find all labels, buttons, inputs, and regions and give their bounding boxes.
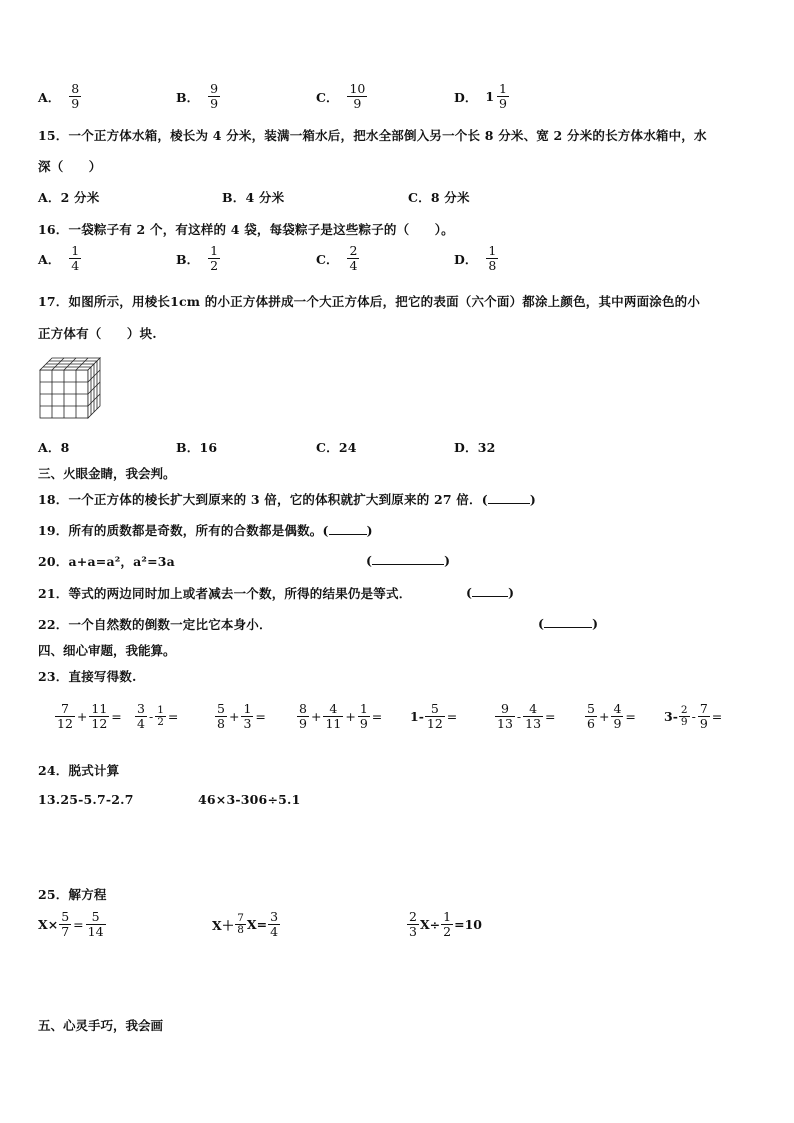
q24-expr-2: 46×3-306÷5.1 [198,792,301,807]
q16-option-b: B． $\frac{1}{2}$ [176,243,219,273]
calc-item: $\frac{7}{12}$ + $\frac{11}{12}$ = [57,701,122,731]
answer-blank[interactable] [488,491,530,504]
q17-option-d: D．32 [454,440,496,455]
q21-answer: ( ) [466,585,515,600]
calc-item: $\frac{8}{9}$ + $\frac{4}{11}$ + $\frac{1}{9}$ = [299,701,383,731]
calc-item: $\frac{5}{6}$ + $\frac{4}{9}$ = [587,701,636,731]
q25-title: 25．解方程 [38,887,107,902]
q14-option-b: B． $\frac{9}{9}$ [176,81,219,111]
answer-blank[interactable] [544,615,592,628]
q15-line2: 深（ ） [38,159,102,174]
fraction: $\frac{1}{8}$ [488,243,497,273]
fraction: $\frac{2}{4}$ [349,243,358,273]
section3-heading: 三、火眼金睛，我会判。 [38,466,176,481]
q14-option-a: A． $\frac{8}{9}$ [38,81,80,111]
q15-line1: 15．一个正方体水箱，棱长为 4 分米，装满一箱水后，把水全部倒入另一个长 8 分米、宽 2 分米的长方体水箱中，水 [38,128,707,143]
q23-title: 23．直接写得数. [38,669,137,684]
q17-option-a: A．8 [38,440,70,455]
q17-option-c: C．24 [316,440,357,455]
calc-item: 3- $\frac{2}{9}$ - $\frac{7}{9}$ = [664,701,723,731]
equation-1: X× $\frac{5}{7}$ = $\frac{5}{14}$ [38,909,104,939]
q14-option-c: C． $\frac{10}{9}$ [316,81,366,111]
calc-item: 1- $\frac{5}{12}$ = [410,701,458,731]
answer-blank[interactable] [372,552,444,565]
q20-text: 20．a+a=a²，a²=3a [38,554,175,569]
q17-line2: 正方体有（ ）块. [38,326,157,341]
cube-figure [38,356,102,420]
section5-heading: 五、心灵手巧，我会画 [38,1018,164,1033]
q15-option-c: C．8 分米 [408,190,470,205]
fraction: $\frac{1}{2}$ [210,243,219,273]
q16-option-c: C． $\frac{2}{4}$ [316,243,358,273]
calc-item: $\frac{3}{4}$ - $\frac{1}{2}$ = [137,701,179,731]
equation-3: $\frac{2}{3}$ X÷ $\frac{1}{2}$ =10 [409,909,482,939]
equation-2: X＋ $\frac{7}{8}$ X= $\frac{3}{4}$ [212,909,279,939]
calc-item: $\frac{5}{8}$ + $\frac{1}{3}$ = [217,701,266,731]
q18: 18．一个正方体的棱长扩大到原来的 3 倍，它的体积就扩大到原来的 27 倍．( ) [38,492,536,507]
q24-title: 24．脱式计算 [38,763,120,778]
q16-text: 16．一袋粽子有 2 个，有这样的 4 袋，每袋粽子是这些粽子的（ ）。 [38,222,454,237]
answer-blank[interactable] [329,522,367,535]
fraction: $\frac{10}{9}$ [349,81,366,111]
q24-expr-1: 13.25-5.7-2.7 [38,792,134,807]
answer-blank[interactable] [472,584,508,597]
q14-option-d: D． 1 $\frac{1}{9}$ [454,81,507,111]
fraction: $\frac{1}{9}$ [499,81,507,111]
q17-option-b: B．16 [176,440,218,455]
fraction: $\frac{1}{4}$ [71,243,80,273]
q15-option-a: A．2 分米 [38,190,100,205]
fraction: $\frac{9}{9}$ [210,81,219,111]
q21-text: 21．等式的两边同时加上或者减去一个数，所得的结果仍是等式． [38,586,412,601]
q15-option-b: B．4 分米 [222,190,285,205]
q22-answer: ( ) [538,616,599,631]
q16-option-d: D． $\frac{1}{8}$ [454,243,497,273]
q22-text: 22．一个自然数的倒数一定比它本身小． [38,617,272,632]
calc-item: $\frac{9}{13}$ - $\frac{4}{13}$ = [497,701,556,731]
q19: 19．所有的质数都是奇数，所有的合数都是偶数。( ) [38,523,373,538]
q16-option-a: A． $\frac{1}{4}$ [38,243,80,273]
q20-answer: ( ) [366,553,451,568]
section4-heading: 四、细心审题，我能算。 [38,643,176,658]
q17-line1: 17．如图所示，用棱长1cm 的小正方体拼成一个大正方体后，把它的表面（六个面）都涂上颜色，其中两面涂色的小 [38,294,701,309]
fraction: $\frac{8}{9}$ [71,81,80,111]
